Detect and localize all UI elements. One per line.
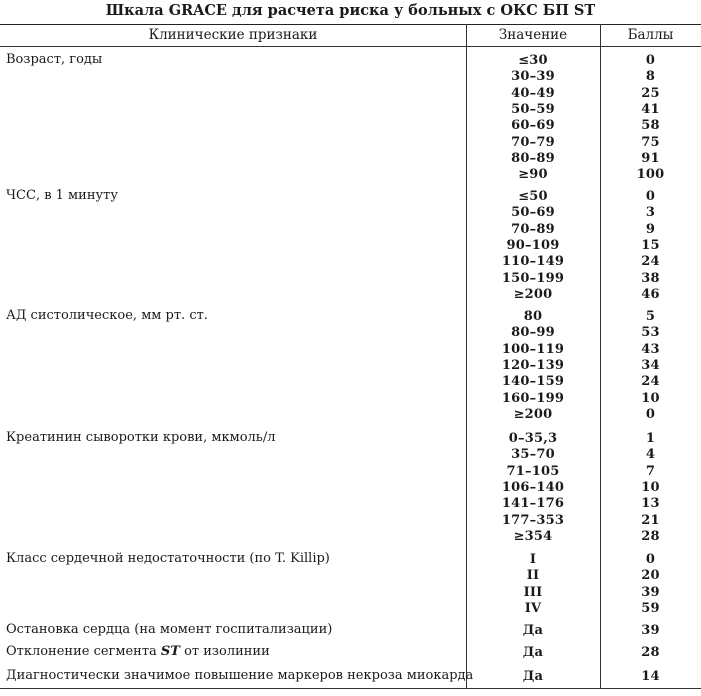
points-cell: 5 (645, 309, 656, 324)
points-cell: 24 (641, 254, 660, 270)
value-cell: Да (522, 669, 544, 684)
points-cell: 41 (641, 101, 660, 117)
feature-label: Креатинин сыворотки крови, мкмоль/л (6, 430, 276, 445)
points-cell: 46 (641, 286, 660, 302)
points-cell: 15 (641, 237, 660, 253)
points-cell: 0 (645, 552, 656, 567)
value-cell: 90–109 (506, 237, 560, 253)
value-cell: ≥354 (513, 528, 553, 544)
value-cell: 50–69 (511, 205, 555, 221)
feature-label-part: от изолинии (179, 644, 270, 659)
points-cell: 39 (641, 584, 660, 600)
points-cell: 25 (641, 85, 660, 101)
value-cell: 71–105 (506, 463, 560, 479)
points-cell: 1 (645, 431, 656, 446)
points-cell: 0 (645, 406, 656, 422)
value-cell: II (526, 568, 540, 584)
value-cell: ≥200 (513, 406, 553, 422)
points-cell: 21 (641, 512, 660, 528)
feature-label-part: Отклонение сегмента (6, 644, 161, 659)
value-cell: 160–199 (501, 390, 565, 406)
value-cell: ≥200 (513, 286, 553, 302)
points-cell: 0 (645, 189, 656, 204)
points-cell: 8 (645, 69, 656, 85)
points-cell: 39 (641, 623, 660, 638)
points-cell: 14 (641, 669, 660, 684)
value-cell: 140–159 (501, 374, 565, 390)
value-cell: 120–139 (501, 357, 565, 373)
feature-label: ЧСС, в 1 минуту (6, 188, 118, 203)
points-cell: 7 (645, 463, 656, 479)
points-cell: 9 (645, 221, 656, 237)
value-cell: 80 (523, 309, 543, 324)
header-points: Баллы (627, 27, 674, 43)
value-cell: IV (524, 600, 542, 616)
points-cell: 10 (641, 390, 660, 406)
value-cell: 80–99 (511, 325, 555, 341)
points-cell: 100 (636, 167, 665, 183)
feature-label-emphasis: ST (160, 644, 180, 659)
feature-label: Возраст, годы (6, 52, 103, 67)
points-cell: 53 (641, 325, 660, 341)
value-cell: ≤30 (518, 53, 548, 68)
value-cell: 0–35,3 (508, 431, 558, 446)
feature-label: Класс сердечной недостаточности (по T. Killip) (6, 551, 330, 566)
points-cell: 34 (641, 357, 660, 373)
value-cell: 141–176 (501, 496, 565, 512)
value-cell: ≥90 (518, 167, 548, 183)
value-cell: 70–89 (511, 221, 555, 237)
value-cell: 100–119 (501, 341, 565, 357)
points-cell: 28 (641, 528, 660, 544)
value-cell: 70–79 (511, 134, 555, 150)
value-cell: 177–353 (501, 512, 565, 528)
points-cell: 0 (645, 53, 656, 68)
value-cell: 106–140 (501, 479, 565, 495)
points-cell: 13 (641, 496, 660, 512)
value-cell: 30–39 (511, 69, 555, 85)
header-features: Клинические признаки (148, 27, 318, 43)
value-cell: ≤50 (518, 189, 548, 204)
points-cell: 91 (641, 150, 660, 166)
value-cell: 150–199 (501, 270, 565, 286)
points-cell: 75 (641, 134, 660, 150)
points-cell: 58 (641, 118, 660, 134)
value-cell: 60–69 (511, 118, 555, 134)
value-cell: 35–70 (511, 447, 555, 463)
feature-label: Диагностически значимое повышение маркеров некроза миокарда (6, 668, 474, 683)
value-cell: 40–49 (511, 85, 555, 101)
header-value: Значение (498, 27, 568, 43)
points-cell: 10 (641, 479, 660, 495)
value-cell: Да (522, 623, 544, 638)
table-bottom-rule (0, 688, 701, 689)
value-cell: III (523, 584, 543, 600)
points-cell: 43 (641, 341, 660, 357)
feature-label: АД систолическое, мм рт. ст. (6, 308, 208, 323)
value-cell: 50–59 (511, 101, 555, 117)
value-cell: Да (522, 645, 544, 660)
document-title: Шкала GRACE для расчета риска у больных с ОКС БП ST (105, 2, 596, 19)
points-cell: 3 (645, 205, 656, 221)
table-top-rule (0, 24, 701, 25)
value-cell: 80–89 (511, 150, 555, 166)
points-cell: 4 (645, 447, 656, 463)
value-cell: 110–149 (501, 254, 565, 270)
points-cell: 20 (641, 568, 660, 584)
points-cell: 28 (641, 645, 660, 660)
value-cell: I (529, 552, 537, 567)
feature-label (6, 644, 270, 659)
points-cell: 59 (641, 600, 660, 616)
header-bottom-rule (0, 46, 701, 47)
feature-label: Остановка сердца (на момент госпитализации) (6, 622, 333, 637)
points-cell: 38 (641, 270, 660, 286)
points-cell: 24 (641, 374, 660, 390)
